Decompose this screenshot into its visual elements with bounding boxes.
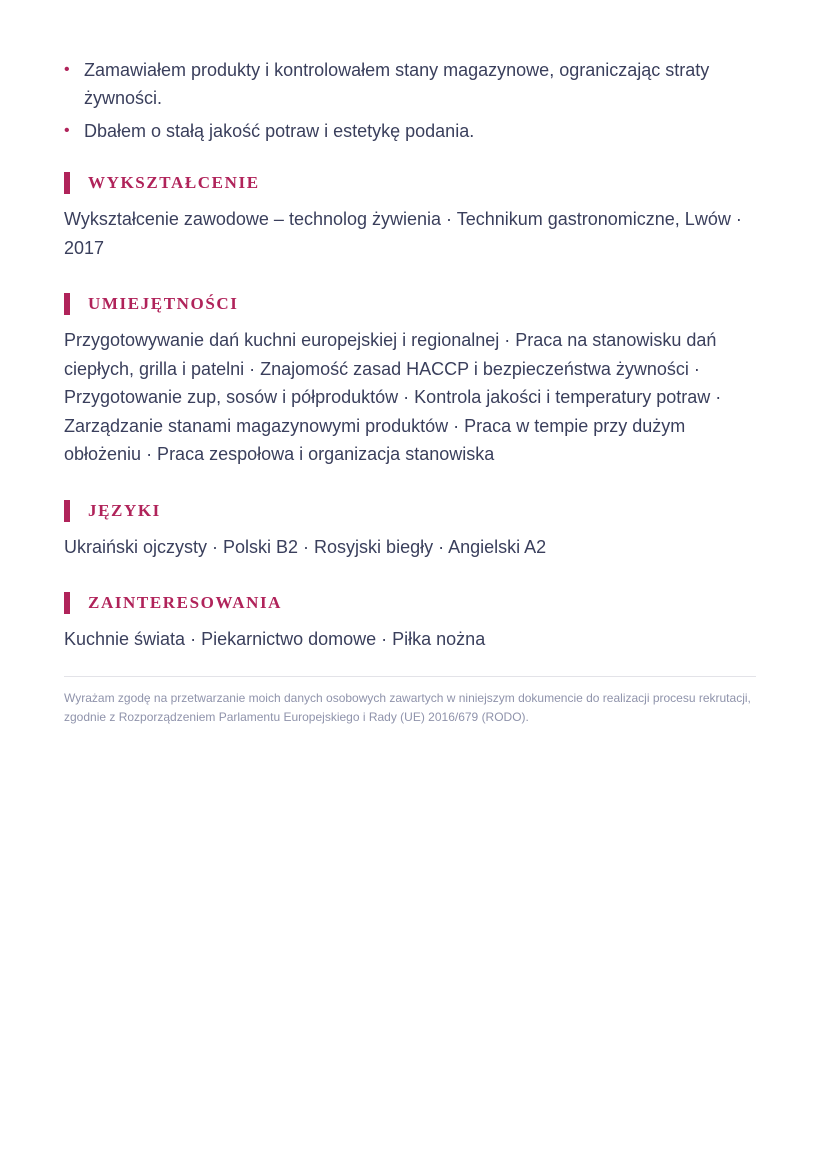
section-skills — [64, 292, 756, 469]
resume-page — [64, 56, 756, 727]
section-interests — [64, 591, 756, 654]
list-item — [64, 117, 756, 145]
section-title: WYKSZTAŁCENIE — [88, 173, 260, 192]
rodo-consent-clause: Wyrażam zgodę na przetwarzanie moich danych osobowych zawartych w niniejszym dokumencie do realizacji procesu rekrutacji, zgodnie z Rozporządzeniem Parlamentu Europejskiego i Rady (UE) 2016/679 (RODO). — [64, 690, 751, 724]
section-accent-bar — [64, 172, 70, 194]
list-item — [64, 56, 756, 112]
section-accent-bar — [64, 293, 70, 315]
bullet-icon: • — [64, 122, 70, 139]
section-header — [64, 171, 756, 195]
section-header — [64, 591, 756, 615]
bullet-text: Dbałem o stałą jakość potraw i estetykę podania. — [84, 121, 475, 141]
interests-text: Kuchnie świata · Piekarnictwo domowe · Piłka nożna — [64, 629, 486, 649]
divider — [64, 676, 756, 677]
languages-text: Ukraiński ojczysty · Polski B2 · Rosyjski biegły · Angielski A2 — [64, 536, 547, 557]
section-header — [64, 292, 756, 316]
section-accent-bar — [64, 500, 70, 522]
section-accent-bar — [64, 592, 70, 614]
education-text: Wykształcenie zawodowe – technolog żywienia · Technikum gastronomiczne, Lwów · 2017 — [64, 209, 742, 258]
section-languages — [64, 499, 756, 562]
bullet-text: Zamawiałem produkty i kontrolowałem stany magazynowe, ograniczając straty żywności. — [84, 60, 710, 108]
experience-bullet-list — [64, 56, 756, 145]
bullet-icon: • — [64, 61, 70, 78]
section-header — [64, 499, 756, 523]
section-education — [64, 171, 756, 262]
section-title: UMIEJĘTNOŚCI — [88, 294, 239, 313]
section-title: JĘZYKI — [88, 500, 161, 520]
section-title: ZAINTERESOWANIA — [88, 593, 283, 612]
skills-text: Przygotowywanie dań kuchni europejskiej i regionalnej · Praca na stanowisku dań ciepłych, grilla i patelni · Znajomość zasad HACCP i bezpieczeństwa żywności · Przygotowanie zup, sosów i półproduktów · Kontrola jakości i temperatury potraw · Zarządzanie stanami magazynowymi produktów · Praca w tempie przy dużym obłożeniu · Praca zespołowa i organizacja stanowiska — [64, 330, 722, 464]
